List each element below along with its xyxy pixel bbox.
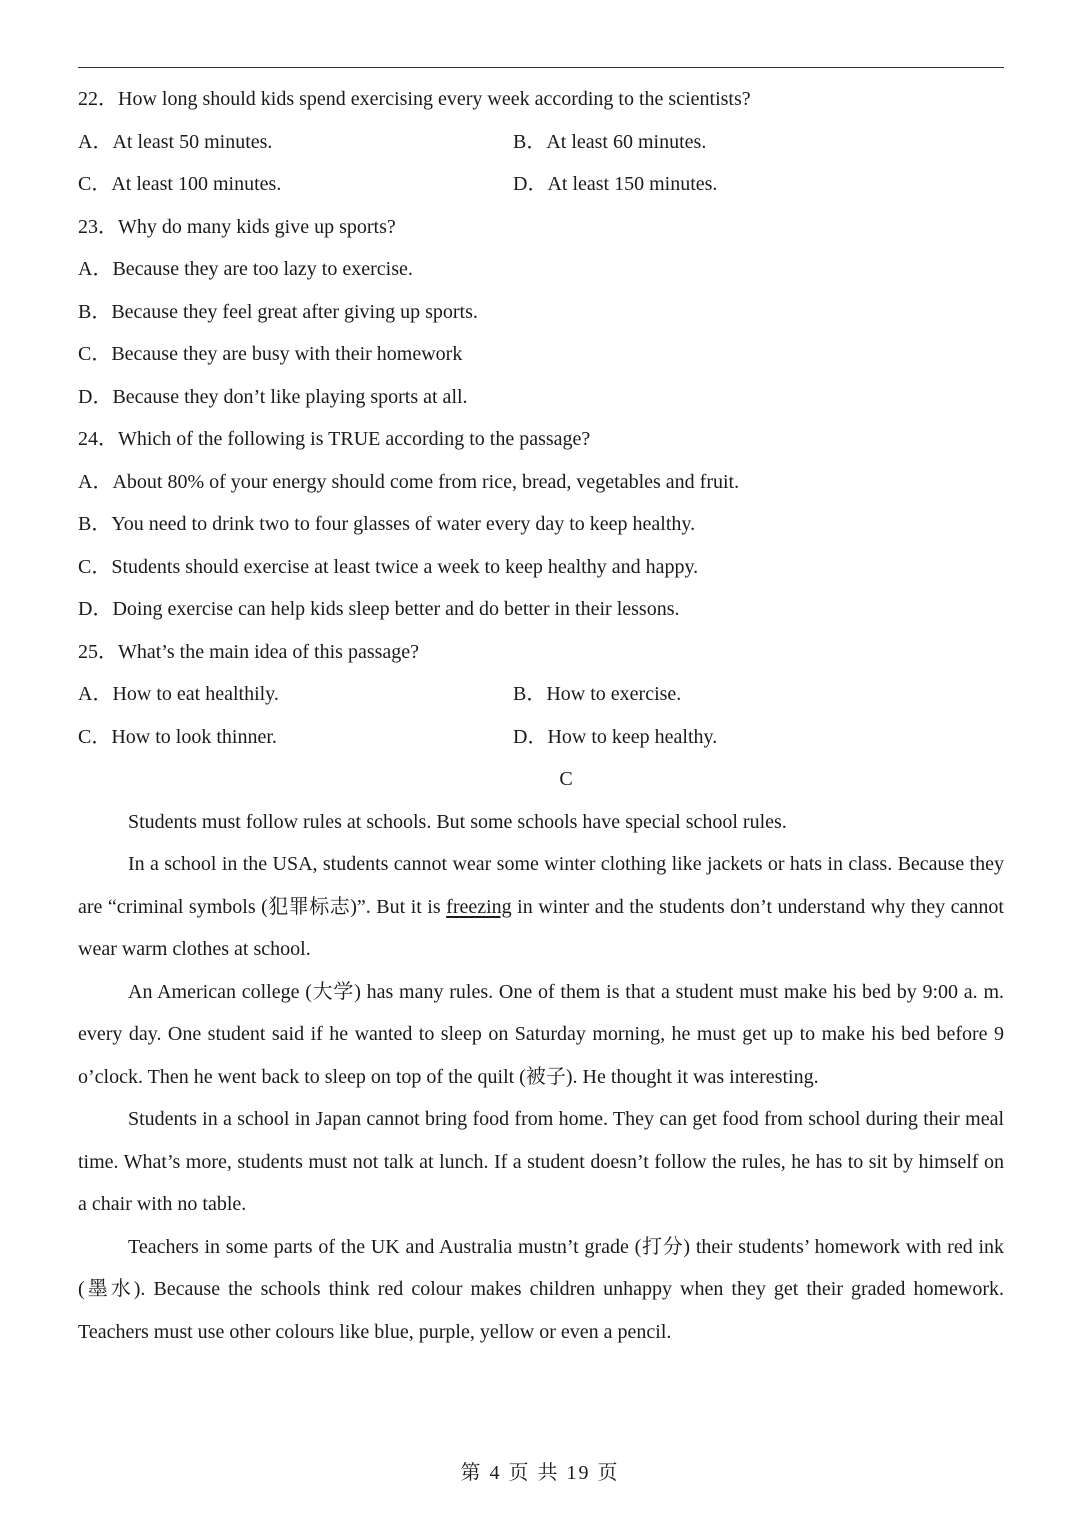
- option-c: C．How to look thinner.: [78, 725, 277, 748]
- question-22: [78, 78, 1004, 206]
- option-d: D．At least 150 minutes.: [513, 173, 718, 195]
- question-stem: 24．Which of the following is TRUE according to the passage?: [78, 428, 591, 450]
- question-stem: 22．How long should kids spend exercising every week according to the scientists?: [78, 88, 751, 110]
- option-a: A．At least 50 minutes.: [78, 130, 273, 153]
- option-row: [78, 673, 1004, 716]
- page-content: [78, 78, 1004, 1353]
- passage-paragraph-5: Teachers in some parts of the UK and Australia mustn’t grade (打分) their students’ homework with red ink (墨水). Because the schools think red colour makes children unhappy when they get their graded homework. Teachers must use other colours like blue, purple, yellow or even a pencil.: [78, 1235, 1004, 1343]
- option-row: [78, 716, 1004, 759]
- option-b: B．How to exercise.: [513, 683, 682, 705]
- option-a: A．How to eat healthily.: [78, 683, 279, 705]
- passage-heading: C: [559, 768, 573, 790]
- question-25: [78, 631, 1004, 759]
- option-b: B．Because they feel great after giving up sports.: [78, 300, 478, 323]
- paragraph-text: In a school in the USA, students cannot wear some winter clothing like jackets or hats in class. Because they are “criminal symbols (犯罪标志)”. But it is: [78, 853, 1004, 918]
- option-c: C．Students should exercise at least twice a week to keep healthy and happy.: [78, 555, 699, 578]
- question-stem: 25．What’s the main idea of this passage?: [78, 640, 420, 663]
- passage-paragraph-2: [78, 843, 1004, 971]
- option-row: [78, 163, 1004, 206]
- paragraph-text: in winter and the students don’t understand why they cannot wear warm clothes at school.: [78, 895, 1004, 960]
- option-c: C．Because they are busy with their homework: [78, 343, 463, 365]
- option-d: D．Doing exercise can help kids sleep better and do better in their lessons.: [78, 598, 680, 620]
- option-a: A．Because they are too lazy to exercise.: [78, 258, 413, 280]
- passage-paragraph-4: Students in a school in Japan cannot bring food from home. They can get food from school during their meal time. What’s more, students must not talk at lunch. If a student doesn’t follow the rules, he has to sit by himself on a chair with no table.: [78, 1108, 1004, 1215]
- question-24: [78, 418, 1004, 631]
- passage-paragraph-3: An American college (大学) has many rules. One of them is that a student must make his bed by 9:00 a. m. every day. One student said if he wanted to sleep on Saturday morning, he must get up to make his bed before 9 o’clock. Then he went back to sleep on top of the quilt (被子). He thought it was interesting.: [78, 980, 1004, 1088]
- option-row: [78, 121, 1004, 164]
- passage-paragraph-1: Students must follow rules at schools. But some schools have special school rules.: [128, 810, 787, 833]
- question-23: [78, 206, 1004, 419]
- option-d: D．How to keep healthy.: [513, 725, 718, 748]
- question-stem: 23．Why do many kids give up sports?: [78, 215, 396, 238]
- header-rule: [78, 67, 1004, 68]
- option-d: D．Because they don’t like playing sports at all.: [78, 385, 468, 408]
- option-a: A．About 80% of your energy should come from rice, bread, vegetables and fruit.: [78, 470, 740, 493]
- underlined-word: freezing: [446, 895, 512, 918]
- option-c: C．At least 100 minutes.: [78, 173, 282, 195]
- option-b: B．You need to drink two to four glasses of water every day to keep healthy.: [78, 513, 696, 535]
- option-b: B．At least 60 minutes.: [513, 130, 707, 153]
- page-number: 第 4 页 共 19 页: [460, 1462, 620, 1484]
